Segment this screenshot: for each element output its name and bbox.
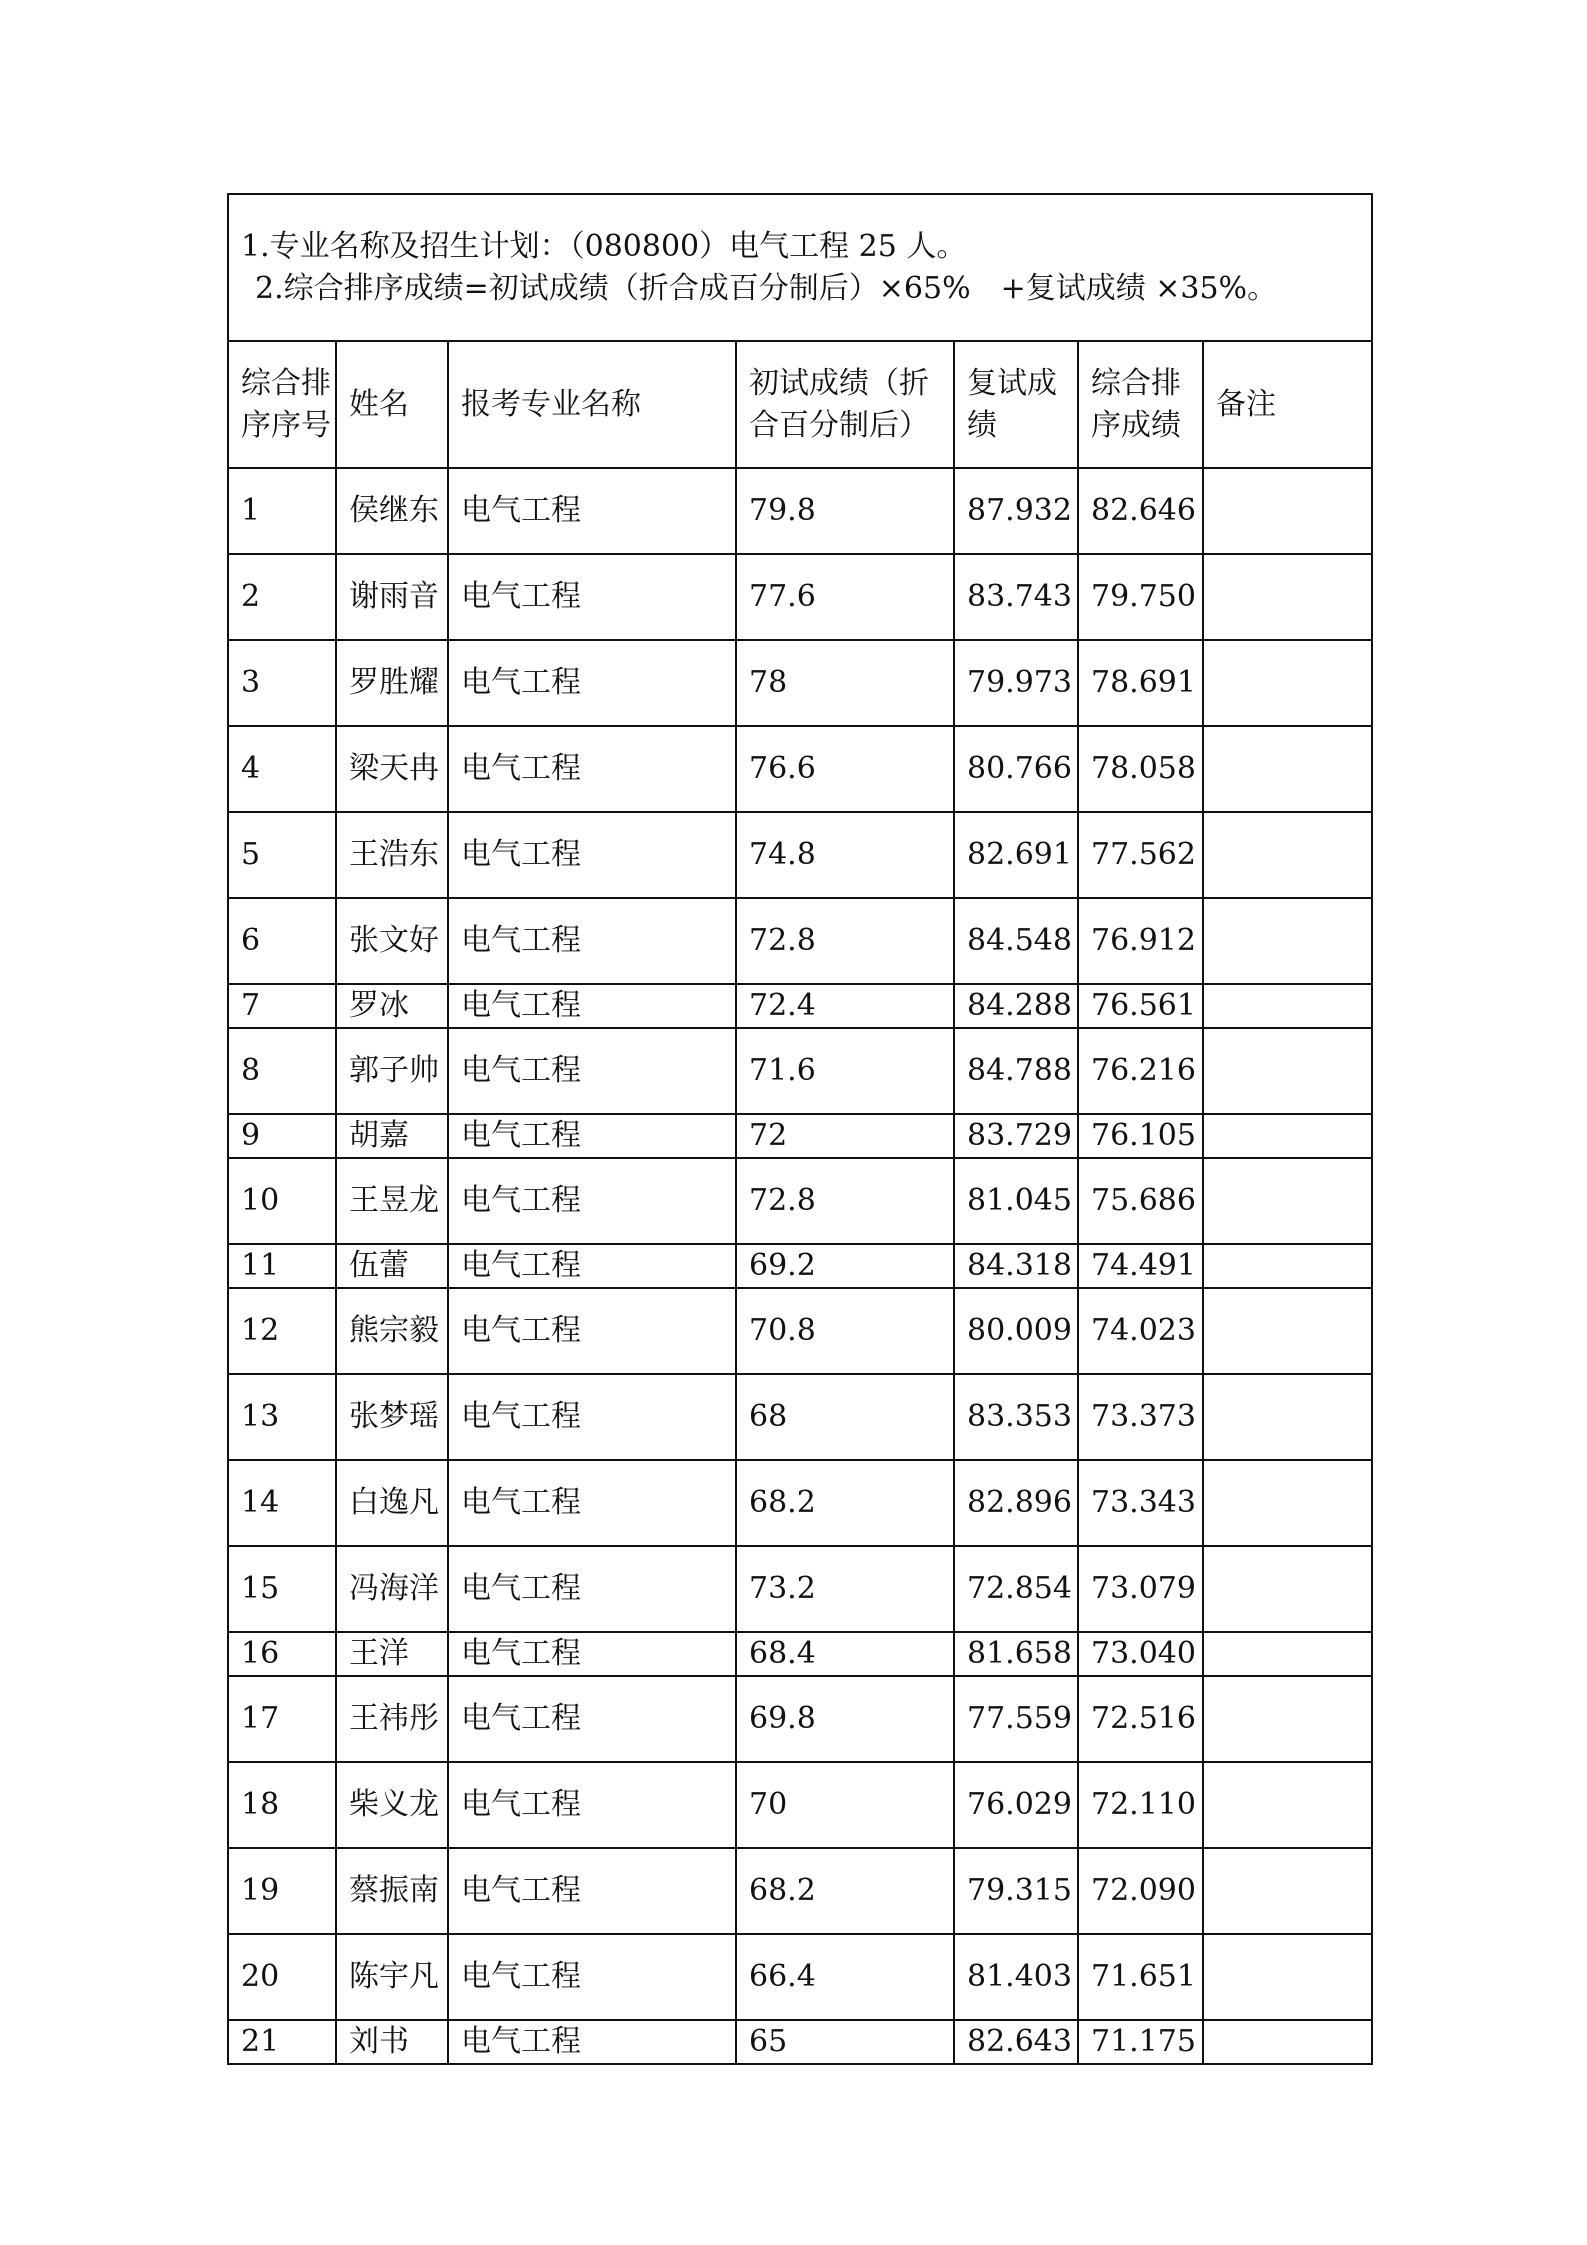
cell-major: 电气工程 xyxy=(448,984,736,1028)
cell-initial-score: 68 xyxy=(736,1374,954,1460)
cell-remark xyxy=(1203,1374,1372,1460)
cell-initial-score: 74.8 xyxy=(736,812,954,898)
cell-name: 伍蕾 xyxy=(336,1244,448,1288)
cell-major: 电气工程 xyxy=(448,1114,736,1158)
cell-name: 王洋 xyxy=(336,1632,448,1676)
cell-remark xyxy=(1203,984,1372,1028)
cell-total-score: 74.023 xyxy=(1078,1288,1203,1374)
cell-name: 王祎彤 xyxy=(336,1676,448,1762)
cell-retest-score: 72.854 xyxy=(954,1546,1078,1632)
table-row xyxy=(228,1546,1372,1632)
cell-initial-score: 70.8 xyxy=(736,1288,954,1374)
cell-initial-score: 72.4 xyxy=(736,984,954,1028)
table-row xyxy=(228,1676,1372,1762)
cell-total-score: 77.562 xyxy=(1078,812,1203,898)
cell-rank: 17 xyxy=(228,1676,336,1762)
header-retest-score: 复试成绩 xyxy=(954,341,1078,468)
enrollment-plan-note: 1.专业名称及招生计划：（080800）电气工程 25 人。 xyxy=(241,228,967,264)
cell-total-score: 79.750 xyxy=(1078,554,1203,640)
cell-remark xyxy=(1203,1632,1372,1676)
cell-major: 电气工程 xyxy=(448,1848,736,1934)
cell-initial-score: 72.8 xyxy=(736,1158,954,1244)
table-row xyxy=(228,726,1372,812)
cell-name: 白逸凡 xyxy=(336,1460,448,1546)
cell-remark xyxy=(1203,1848,1372,1934)
notes-row xyxy=(228,194,1372,341)
score-formula-note: 2.综合排序成绩=初试成绩（折合成百分制后）×65% +复试成绩 ×35%。 xyxy=(255,270,1278,306)
cell-name: 刘书 xyxy=(336,2020,448,2064)
table-row xyxy=(228,812,1372,898)
cell-retest-score: 84.788 xyxy=(954,1028,1078,1114)
cell-rank: 7 xyxy=(228,984,336,1028)
table-row xyxy=(228,1288,1372,1374)
cell-retest-score: 82.691 xyxy=(954,812,1078,898)
cell-name: 王昱龙 xyxy=(336,1158,448,1244)
cell-total-score: 78.691 xyxy=(1078,640,1203,726)
cell-initial-score: 73.2 xyxy=(736,1546,954,1632)
cell-rank: 9 xyxy=(228,1114,336,1158)
cell-name: 张梦瑶 xyxy=(336,1374,448,1460)
cell-remark xyxy=(1203,1114,1372,1158)
cell-name: 罗冰 xyxy=(336,984,448,1028)
cell-retest-score: 83.729 xyxy=(954,1114,1078,1158)
cell-total-score: 82.646 xyxy=(1078,468,1203,554)
cell-retest-score: 83.743 xyxy=(954,554,1078,640)
cell-retest-score: 80.766 xyxy=(954,726,1078,812)
cell-retest-score: 84.288 xyxy=(954,984,1078,1028)
cell-major: 电气工程 xyxy=(448,1934,736,2020)
cell-name: 梁天冉 xyxy=(336,726,448,812)
cell-initial-score: 69.8 xyxy=(736,1676,954,1762)
cell-major: 电气工程 xyxy=(448,1460,736,1546)
cell-retest-score: 87.932 xyxy=(954,468,1078,554)
cell-name: 柴义龙 xyxy=(336,1762,448,1848)
cell-total-score: 72.090 xyxy=(1078,1848,1203,1934)
cell-rank: 11 xyxy=(228,1244,336,1288)
table-row xyxy=(228,640,1372,726)
cell-initial-score: 71.6 xyxy=(736,1028,954,1114)
cell-rank: 3 xyxy=(228,640,336,726)
header-total-score: 综合排序成绩 xyxy=(1078,341,1203,468)
cell-retest-score: 79.973 xyxy=(954,640,1078,726)
cell-major: 电气工程 xyxy=(448,726,736,812)
cell-total-score: 71.651 xyxy=(1078,1934,1203,2020)
table-row xyxy=(228,1158,1372,1244)
cell-initial-score: 68.2 xyxy=(736,1848,954,1934)
cell-total-score: 72.516 xyxy=(1078,1676,1203,1762)
cell-rank: 10 xyxy=(228,1158,336,1244)
cell-major: 电气工程 xyxy=(448,898,736,984)
table-row xyxy=(228,1028,1372,1114)
cell-initial-score: 77.6 xyxy=(736,554,954,640)
cell-retest-score: 84.548 xyxy=(954,898,1078,984)
cell-initial-score: 66.4 xyxy=(736,1934,954,2020)
cell-name: 罗胜耀 xyxy=(336,640,448,726)
table-row xyxy=(228,1848,1372,1934)
cell-retest-score: 82.896 xyxy=(954,1460,1078,1546)
table-row xyxy=(228,1632,1372,1676)
cell-retest-score: 84.318 xyxy=(954,1244,1078,1288)
cell-total-score: 72.110 xyxy=(1078,1762,1203,1848)
cell-name: 张文好 xyxy=(336,898,448,984)
cell-rank: 1 xyxy=(228,468,336,554)
cell-remark xyxy=(1203,1288,1372,1374)
cell-major: 电气工程 xyxy=(448,2020,736,2064)
cell-major: 电气工程 xyxy=(448,1676,736,1762)
cell-retest-score: 81.658 xyxy=(954,1632,1078,1676)
cell-retest-score: 82.643 xyxy=(954,2020,1078,2064)
cell-remark xyxy=(1203,554,1372,640)
cell-remark xyxy=(1203,468,1372,554)
cell-rank: 8 xyxy=(228,1028,336,1114)
cell-remark xyxy=(1203,1244,1372,1288)
cell-total-score: 73.373 xyxy=(1078,1374,1203,1460)
cell-name: 郭子帅 xyxy=(336,1028,448,1114)
cell-major: 电气工程 xyxy=(448,1632,736,1676)
cell-remark xyxy=(1203,726,1372,812)
cell-rank: 16 xyxy=(228,1632,336,1676)
cell-total-score: 76.561 xyxy=(1078,984,1203,1028)
cell-retest-score: 76.029 xyxy=(954,1762,1078,1848)
cell-major: 电气工程 xyxy=(448,1244,736,1288)
cell-total-score: 78.058 xyxy=(1078,726,1203,812)
table-row xyxy=(228,1374,1372,1460)
cell-initial-score: 70 xyxy=(736,1762,954,1848)
cell-retest-score: 83.353 xyxy=(954,1374,1078,1460)
cell-major: 电气工程 xyxy=(448,1028,736,1114)
table-row xyxy=(228,1762,1372,1848)
cell-total-score: 73.079 xyxy=(1078,1546,1203,1632)
cell-rank: 18 xyxy=(228,1762,336,1848)
cell-major: 电气工程 xyxy=(448,812,736,898)
cell-remark xyxy=(1203,2020,1372,2064)
cell-initial-score: 72 xyxy=(736,1114,954,1158)
cell-major: 电气工程 xyxy=(448,1546,736,1632)
cell-retest-score: 81.045 xyxy=(954,1158,1078,1244)
cell-rank: 15 xyxy=(228,1546,336,1632)
cell-rank: 19 xyxy=(228,1848,336,1934)
table-row xyxy=(228,1460,1372,1546)
notes-cell xyxy=(228,194,1372,341)
cell-initial-score: 78 xyxy=(736,640,954,726)
cell-initial-score: 68.4 xyxy=(736,1632,954,1676)
cell-rank: 2 xyxy=(228,554,336,640)
cell-major: 电气工程 xyxy=(448,468,736,554)
cell-total-score: 76.912 xyxy=(1078,898,1203,984)
cell-rank: 14 xyxy=(228,1460,336,1546)
score-sheet xyxy=(227,193,1371,2065)
cell-rank: 4 xyxy=(228,726,336,812)
header-major: 报考专业名称 xyxy=(448,341,736,468)
header-remark: 备注 xyxy=(1203,341,1372,468)
cell-name: 侯继东 xyxy=(336,468,448,554)
cell-rank: 13 xyxy=(228,1374,336,1460)
cell-rank: 20 xyxy=(228,1934,336,2020)
cell-initial-score: 72.8 xyxy=(736,898,954,984)
cell-name: 陈宇凡 xyxy=(336,1934,448,2020)
cell-remark xyxy=(1203,1158,1372,1244)
cell-remark xyxy=(1203,812,1372,898)
table-row xyxy=(228,898,1372,984)
cell-retest-score: 77.559 xyxy=(954,1676,1078,1762)
table-row xyxy=(228,1244,1372,1288)
table-row xyxy=(228,468,1372,554)
header-row xyxy=(228,341,1372,468)
cell-total-score: 74.491 xyxy=(1078,1244,1203,1288)
cell-name: 冯海洋 xyxy=(336,1546,448,1632)
cell-total-score: 75.686 xyxy=(1078,1158,1203,1244)
header-rank: 综合排序序号 xyxy=(228,341,336,468)
cell-remark xyxy=(1203,640,1372,726)
cell-name: 王浩东 xyxy=(336,812,448,898)
cell-initial-score: 79.8 xyxy=(736,468,954,554)
cell-total-score: 73.040 xyxy=(1078,1632,1203,1676)
cell-major: 电气工程 xyxy=(448,1374,736,1460)
cell-rank: 5 xyxy=(228,812,336,898)
cell-major: 电气工程 xyxy=(448,554,736,640)
cell-remark xyxy=(1203,1028,1372,1114)
cell-remark xyxy=(1203,1934,1372,2020)
cell-retest-score: 79.315 xyxy=(954,1848,1078,1934)
cell-remark xyxy=(1203,1460,1372,1546)
cell-total-score: 76.216 xyxy=(1078,1028,1203,1114)
header-initial-score: 初试成绩（折合百分制后） xyxy=(736,341,954,468)
cell-retest-score: 81.403 xyxy=(954,1934,1078,2020)
cell-remark xyxy=(1203,1676,1372,1762)
table-row xyxy=(228,984,1372,1028)
table-row xyxy=(228,2020,1372,2064)
cell-total-score: 73.343 xyxy=(1078,1460,1203,1546)
table-row xyxy=(228,1934,1372,2020)
cell-name: 谢雨音 xyxy=(336,554,448,640)
cell-initial-score: 68.2 xyxy=(736,1460,954,1546)
cell-name: 熊宗毅 xyxy=(336,1288,448,1374)
cell-remark xyxy=(1203,1762,1372,1848)
cell-retest-score: 80.009 xyxy=(954,1288,1078,1374)
cell-initial-score: 69.2 xyxy=(736,1244,954,1288)
cell-name: 蔡振南 xyxy=(336,1848,448,1934)
cell-total-score: 71.175 xyxy=(1078,2020,1203,2064)
cell-remark xyxy=(1203,898,1372,984)
cell-rank: 6 xyxy=(228,898,336,984)
header-name: 姓名 xyxy=(336,341,448,468)
cell-remark xyxy=(1203,1546,1372,1632)
cell-rank: 21 xyxy=(228,2020,336,2064)
cell-major: 电气工程 xyxy=(448,1288,736,1374)
table-row xyxy=(228,1114,1372,1158)
cell-initial-score: 76.6 xyxy=(736,726,954,812)
cell-name: 胡嘉 xyxy=(336,1114,448,1158)
cell-initial-score: 65 xyxy=(736,2020,954,2064)
cell-major: 电气工程 xyxy=(448,1158,736,1244)
admission-score-table xyxy=(227,193,1373,2065)
table-row xyxy=(228,554,1372,640)
cell-total-score: 76.105 xyxy=(1078,1114,1203,1158)
cell-major: 电气工程 xyxy=(448,640,736,726)
cell-rank: 12 xyxy=(228,1288,336,1374)
cell-major: 电气工程 xyxy=(448,1762,736,1848)
